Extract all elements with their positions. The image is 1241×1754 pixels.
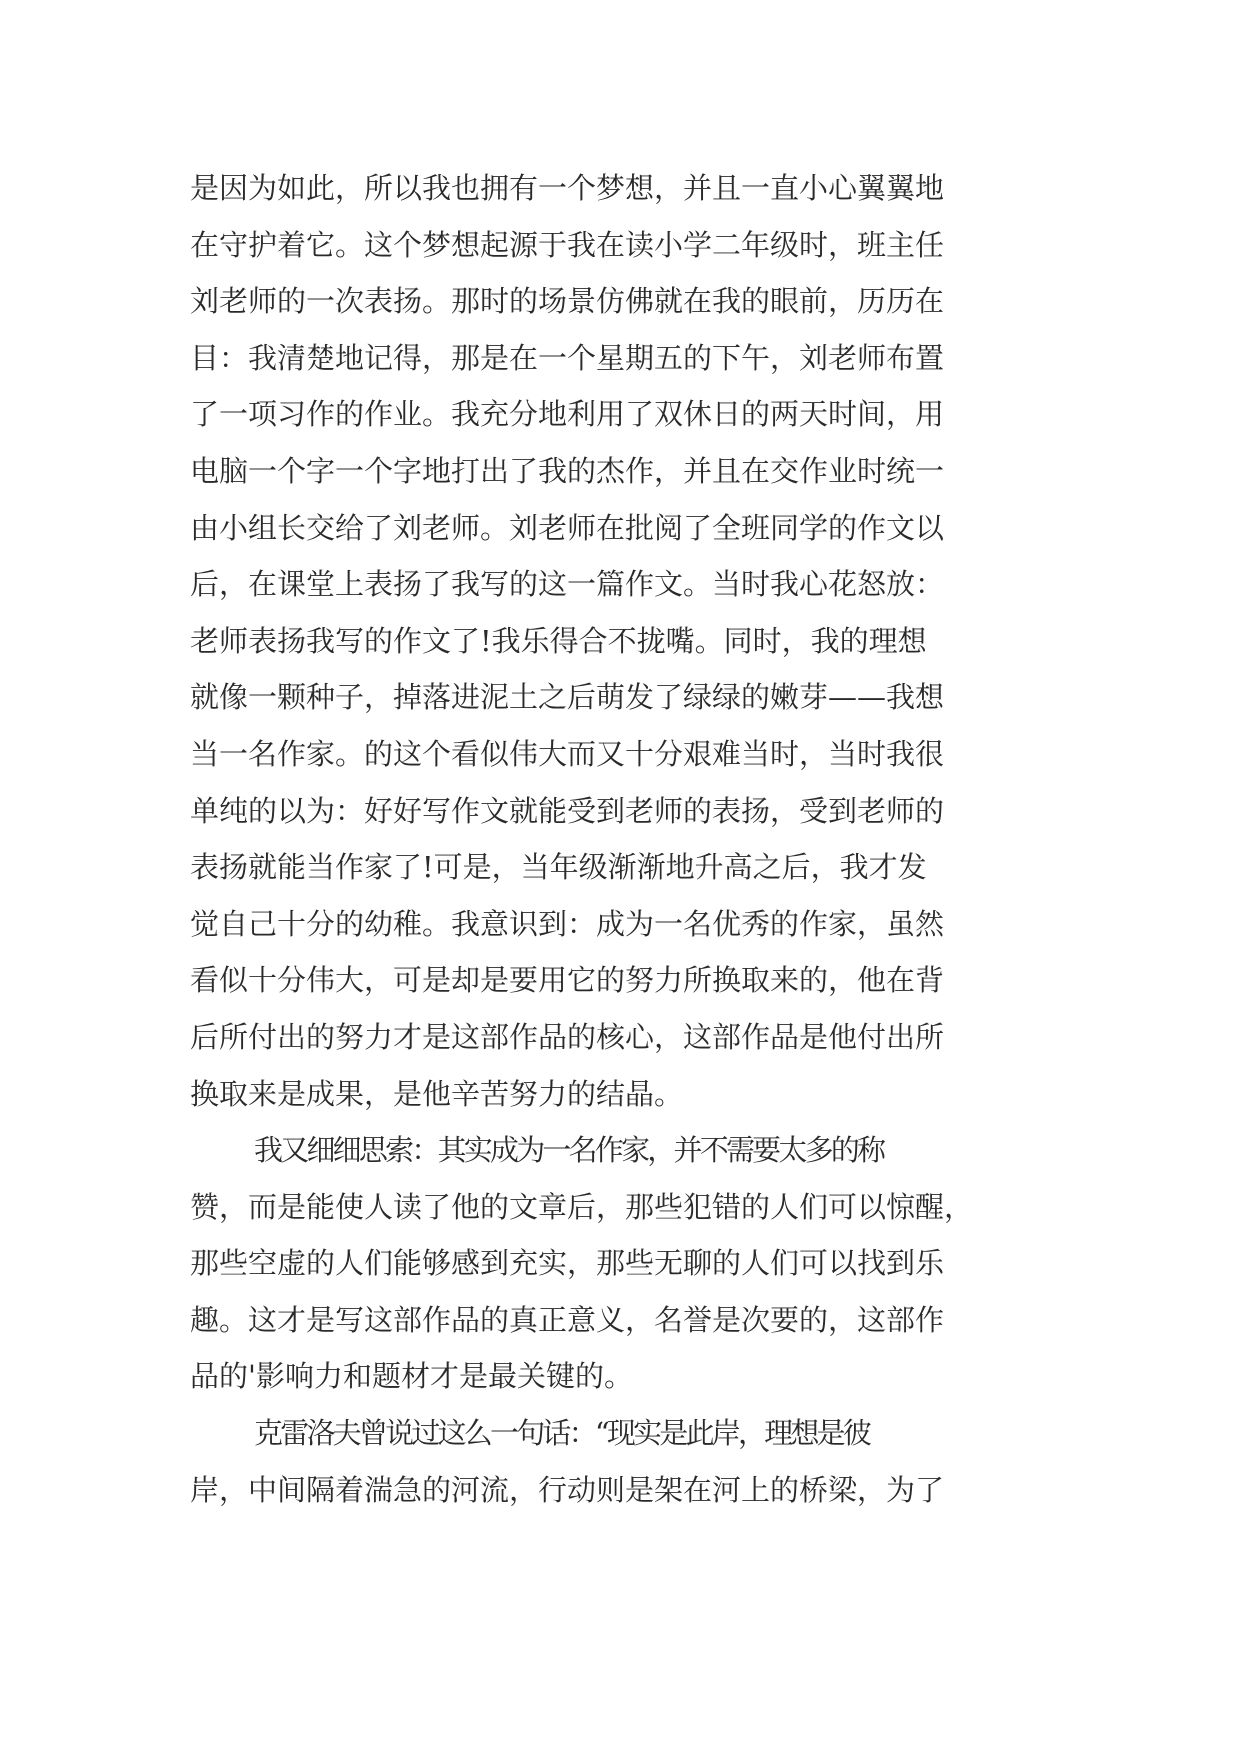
text-line: 赞，而是能使人读了他的文章后，那些犯错的人们可以惊醒， bbox=[190, 1189, 974, 1224]
text-line: 刘老师的一次表扬。那时的场景仿佛就在我的眼前，历历在 bbox=[190, 284, 945, 319]
paragraph-p2 bbox=[190, 1122, 1050, 1405]
text-line: 老师表扬我写的作文了!我乐得合不拢嘴。同时，我的理想 bbox=[190, 623, 927, 658]
text-line: 品的'影响力和题材才是最关键的。 bbox=[190, 1359, 633, 1394]
text-line: 在守护着它。这个梦想起源于我在读小学二年级时，班主任 bbox=[190, 227, 945, 262]
text-line: 换取来是成果，是他辛苦努力的结晶。 bbox=[190, 1076, 684, 1111]
paragraph-p1 bbox=[190, 160, 1050, 1122]
document-body bbox=[190, 160, 1050, 1518]
text-line: 单纯的以为：好好写作文就能受到老师的表扬，受到老师的 bbox=[190, 793, 945, 828]
text-line: 由小组长交给了刘老师。刘老师在批阅了全班同学的作文以 bbox=[190, 510, 945, 545]
text-line: 了一项习作的作业。我充分地利用了双休日的两天时间，用 bbox=[190, 397, 945, 432]
text-line: 看似十分伟大，可是却是要用它的努力所换取来的，他在背 bbox=[190, 963, 945, 998]
text-line: 那些空虚的人们能够感到充实，那些无聊的人们可以找到乐 bbox=[190, 1246, 945, 1281]
text-line: 目：我清楚地记得，那是在一个星期五的下午，刘老师布置 bbox=[190, 340, 945, 375]
text-line: 当一名作家。的这个看似伟大而又十分艰难当时，当时我很 bbox=[190, 736, 945, 771]
text-line: 克雷洛夫曾说过这么一句话：“现实是此岸，理想是彼 bbox=[254, 1416, 870, 1451]
text-line: 表扬就能当作家了!可是，当年级渐渐地升高之后，我才发 bbox=[190, 850, 927, 885]
text-line: 觉自己十分的幼稚。我意识到：成为一名优秀的作家，虽然 bbox=[190, 906, 945, 941]
text-line: 趣。这才是写这部作品的真正意义，名誉是次要的，这部作 bbox=[190, 1302, 945, 1337]
text-line: 后，在课堂上表扬了我写的这一篇作文。当时我心花怒放： bbox=[190, 567, 945, 602]
text-line: 就像一颗种子，掉落进泥土之后萌发了绿绿的嫩芽——我想 bbox=[190, 680, 945, 715]
text-line: 后所付出的努力才是这部作品的核心，这部作品是他付出所 bbox=[190, 1019, 945, 1054]
paragraph-p3 bbox=[190, 1405, 1050, 1518]
text-line: 是因为如此，所以我也拥有一个梦想，并且一直小心翼翼地 bbox=[190, 171, 945, 205]
text-line: 岸，中间隔着湍急的河流，行动则是架在河上的桥梁，为了 bbox=[190, 1472, 945, 1507]
text-line: 电脑一个字一个字地打出了我的杰作，并且在交作业时统一 bbox=[190, 453, 945, 488]
text-line: 我又细细思索：其实成为一名作家，并不需要太多的称 bbox=[254, 1133, 884, 1168]
